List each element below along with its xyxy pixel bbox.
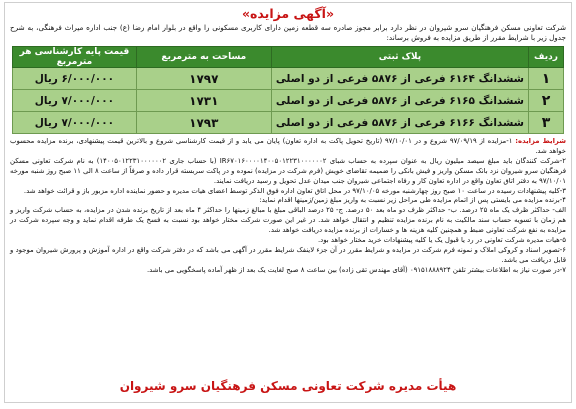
price-cell: ۶/۰۰۰/۰۰۰ ریال bbox=[13, 68, 137, 90]
term-item: ۲-شرکت کنندگان باید مبلغ سیصد میلیون ریال به عنوان سپرده به حساب شبای IR۶۷۰۱۶۰۰۰۰۱۴۰۰۵۰۱۲۲۳۱۰۰۰۰۰۰۲ (با حساب جاری ۱۴۰۰۵۰۱۲۲۳۱۰۰۰۰۰۰۲) به نام شرکت تعاونی مسکن فرهنگیان سرو شیروان نزد بانک مسکن واریز و فیش بانکی را ضمیمه تقاضای خویش (فرم شرکت در مزایده) نموده و در پاکت سربسته قرار داده و صرفاً از ساعت ۸ الی ۱۱ صبح روز شنبه مورخه ۹۷/۱۰/۰۱ به دفتر اتاق تعاون واقع در اداره تعاون کار و رفاه اجتماعی شیروان جنب میدان عدل تحویل و رسید دریافت نمایند. bbox=[10, 156, 567, 185]
price-cell: ۷/۰۰۰/۰۰۰ ریال bbox=[13, 112, 137, 134]
header-area: مساحت به مترمربع bbox=[136, 47, 271, 68]
plate-cell: ششدانگ ۶۱۶۴ فرعی از ۵۸۷۶ فرعی از دو اصلی bbox=[271, 68, 528, 90]
row-number: ۲ bbox=[529, 90, 564, 112]
term-item: ۴-برنده مزایده می بایستی پس از اتمام مزایده طی مراحل زیر نسبت به واریز مبلغ زمین/زمینها اقدام نماید: bbox=[259, 196, 566, 205]
board-signature: هیأت مدیره شرکت تعاونی مسکن فرهنگیان سرو شیروان bbox=[119, 379, 457, 393]
auction-notice bbox=[4, 2, 572, 403]
plate-cell: ششدانگ ۶۱۶۵ فرعی از ۵۸۷۶ فرعی از دو اصلی bbox=[271, 90, 528, 112]
term-item: ۵-هیات مدیره شرکت تعاونی در رد یا قبول یک یا کلیه پیشنهادات خرید مختار خواهد بود. bbox=[317, 236, 566, 245]
price-cell: ۷/۰۰۰/۰۰۰ ریال bbox=[13, 90, 137, 112]
table-header-row bbox=[13, 47, 564, 68]
table-row bbox=[13, 90, 564, 112]
terms-label: شرایط مزایده: bbox=[515, 137, 566, 145]
area-cell: ۱۷۳۱ bbox=[136, 90, 271, 112]
row-number: ۱ bbox=[529, 68, 564, 90]
table-row bbox=[13, 112, 564, 134]
plots-table bbox=[12, 46, 564, 134]
term-item: ۶-تصویر اسناد و کروکی املاک و نمونه فرم شرکت در مزایده و شرایط مقرر در آن جزء لاینفک شرایط مقرر در آگهی می باشد که در دفتر شرکت واقع در اداره آموزش و پرورش شیروان موجود و قابل دریافت می باشد. bbox=[10, 245, 566, 264]
term-text: ۱-مزایده از ۹۷/۰۹/۱۹ شروع و در ۹۷/۱۰/۰۱ (تاریخ تحویل پاکت به اداره تعاون) پایان می یابد و از قیمت کارشناسی شروع و بالاترین قیمت پیشنهادی، برنده مزایده محسوب خواهد شد. bbox=[10, 137, 566, 155]
table-row bbox=[13, 68, 564, 90]
area-cell: ۱۷۹۷ bbox=[136, 68, 271, 90]
notice-title: «آگهی مزایده» bbox=[241, 6, 335, 21]
row-number: ۳ bbox=[529, 112, 564, 134]
term-item bbox=[10, 137, 566, 157]
auction-terms bbox=[5, 137, 571, 276]
header-price: قیمت پایه کارشناسی هر مترمربع bbox=[13, 47, 137, 68]
intro-paragraph: شرکت تعاونی مسکن فرهنگیان سرو شیروان در نظر دارد برابر مجوز صادره سه قطعه زمین دارای کاربری مسکونی را واقع در بلوار امام رضا (ع) جنب اداره میراث فرهنگی، به شرح جدول زیر با شرایط مقرر از طریق مزایده به فروش برساند: bbox=[10, 23, 566, 42]
term-item: الف- حداکثر ظرف یک ماه ۲۵ درصد. ب- حداکثر ظرف دو ماه بعد ۵۰ درصد. ج- ۲۵ درصد الباقی مبلغ با مبالغ زمینها را حداکثر ۴ ماه بعد از تاریخ برنده شدن در مزایده، به حساب شرکت واریز و هم زمان با تسویه حساب سند مالکیت به نام برنده مزایده تنظیم و انتقال خواهد شد. در غیر این صورت شرکت مختار خواهد بود نسبت به فسخ یک طرفه اقدام نماید و وجه سپرده شرکت در مزایده به نفع شرکت تعاونی ضبط و همچنین کلیه هزینه ها و خسارات از برنده مزایده دریافت خواهد شد. bbox=[10, 206, 567, 235]
plate-cell: ششدانگ ۶۱۶۶ فرعی از ۵۸۷۶ فرعی از دو اصلی bbox=[271, 112, 528, 134]
area-cell: ۱۷۹۳ bbox=[136, 112, 271, 134]
term-item: ۳-کلیه پیشنهادات رسیده در ساعت ۱۰ صبح روز چهارشنبه مورخه ۹۷/۱۰/۰۵ در محل اتاق تعاون اداره فوق الذکر توسط اعضای هیات مدیره و حضور نماینده اداره مزبور باز و قرائت خواهد شد. bbox=[23, 186, 566, 195]
header-row-number: ردیف bbox=[529, 47, 564, 68]
term-item: ۷-در صورت نیاز به اطلاعات بیشتر تلفن ۰۹۱۵۱۸۸۸۹۲۴ (آقای مهندس تقی زاده) بین ساعت ۸ صبح لغایت یک بعد از ظهر آماده پاسخگویی می باشد. bbox=[146, 265, 566, 274]
header-plate: پلاک ثبتی bbox=[271, 47, 528, 68]
